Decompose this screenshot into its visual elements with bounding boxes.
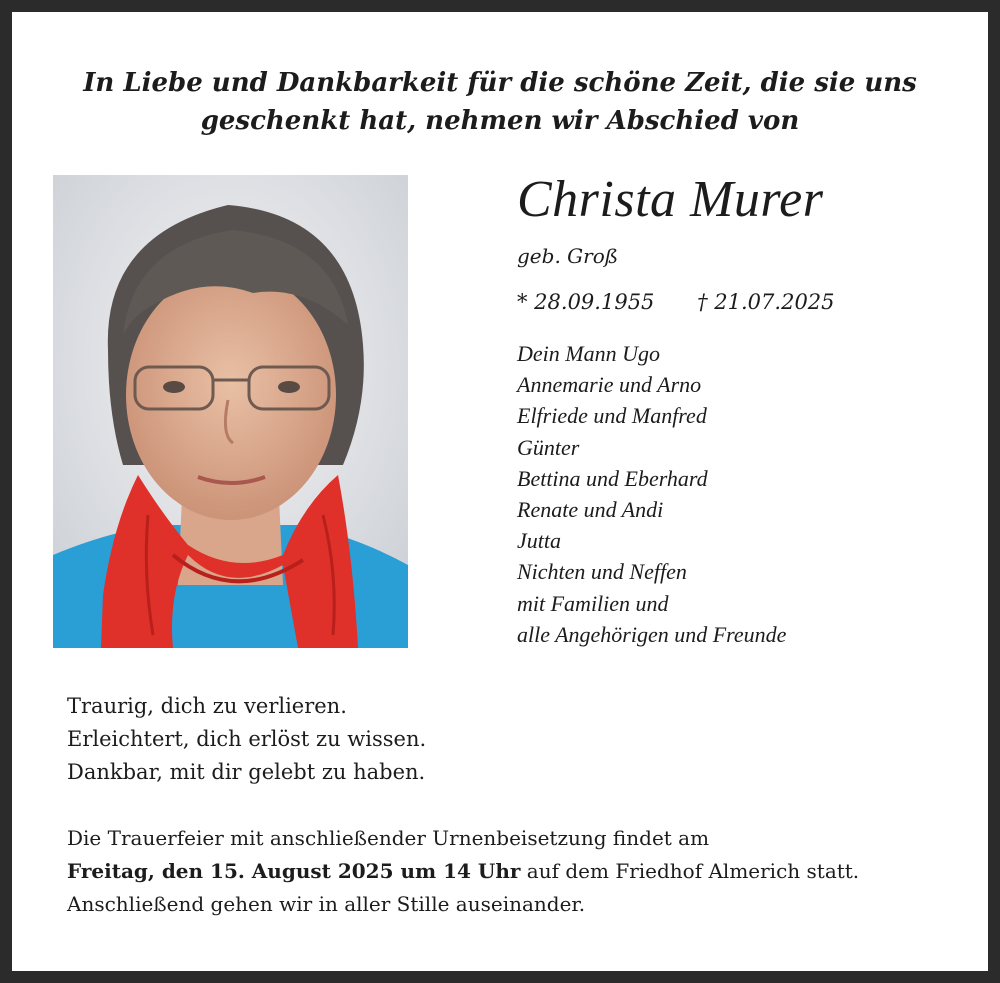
portrait-photo: [53, 175, 408, 648]
intro-line-1: In Liebe und Dankbarkeit für die schöne Zeit, die sie uns: [83, 68, 917, 98]
mourner-entry: Renate und Andi: [517, 497, 664, 523]
obituary-card: [12, 12, 988, 971]
mourner-entry: Elfriede und Manfred: [517, 403, 707, 429]
verse-line: Erleichtert, dich erlöst zu wissen.: [67, 727, 427, 751]
notice-line-3: Anschließend gehen wir in aller Stille auseinander.: [67, 892, 586, 916]
mourner-entry: Dein Mann Ugo: [517, 341, 660, 366]
mourner-entry: Bettina und Eberhard: [517, 465, 708, 491]
funeral-date: Freitag, den 15. August 2025 um 14 Uhr: [67, 859, 521, 883]
intro-text: [12, 64, 988, 140]
memorial-verse: [67, 690, 426, 789]
mourner-entry: Annemarie und Arno: [517, 372, 702, 398]
funeral-location: auf dem Friedhof Almerich statt.: [520, 859, 860, 883]
intro-line-2: geschenkt hat, nehmen wir Abschied von: [200, 106, 800, 136]
verse-line: Traurig, dich zu verlieren.: [67, 694, 347, 718]
mourner-entry: mit Familien und: [517, 590, 669, 616]
mourner-entry: alle Angehörigen und Freunde: [517, 621, 787, 647]
notice-line-2: [67, 855, 859, 888]
mourners-list: [517, 338, 786, 650]
birth-name: geb. Groß: [517, 244, 619, 268]
mourner-entry: Günter: [517, 434, 580, 460]
deceased-name: Christa Murer: [517, 171, 824, 228]
birth-date: * 28.09.1955: [517, 290, 655, 314]
mourner-entry: Nichten und Neffen: [517, 559, 687, 585]
life-dates: [517, 290, 835, 314]
mourner-entry: Jutta: [517, 528, 561, 554]
notice-line-1: Die Trauerfeier mit anschließender Urnenbeisetzung findet am: [67, 826, 710, 850]
death-date: † 21.07.2025: [697, 290, 835, 314]
verse-line: Dankbar, mit dir gelebt zu haben.: [67, 760, 426, 784]
funeral-notice: [67, 822, 859, 921]
